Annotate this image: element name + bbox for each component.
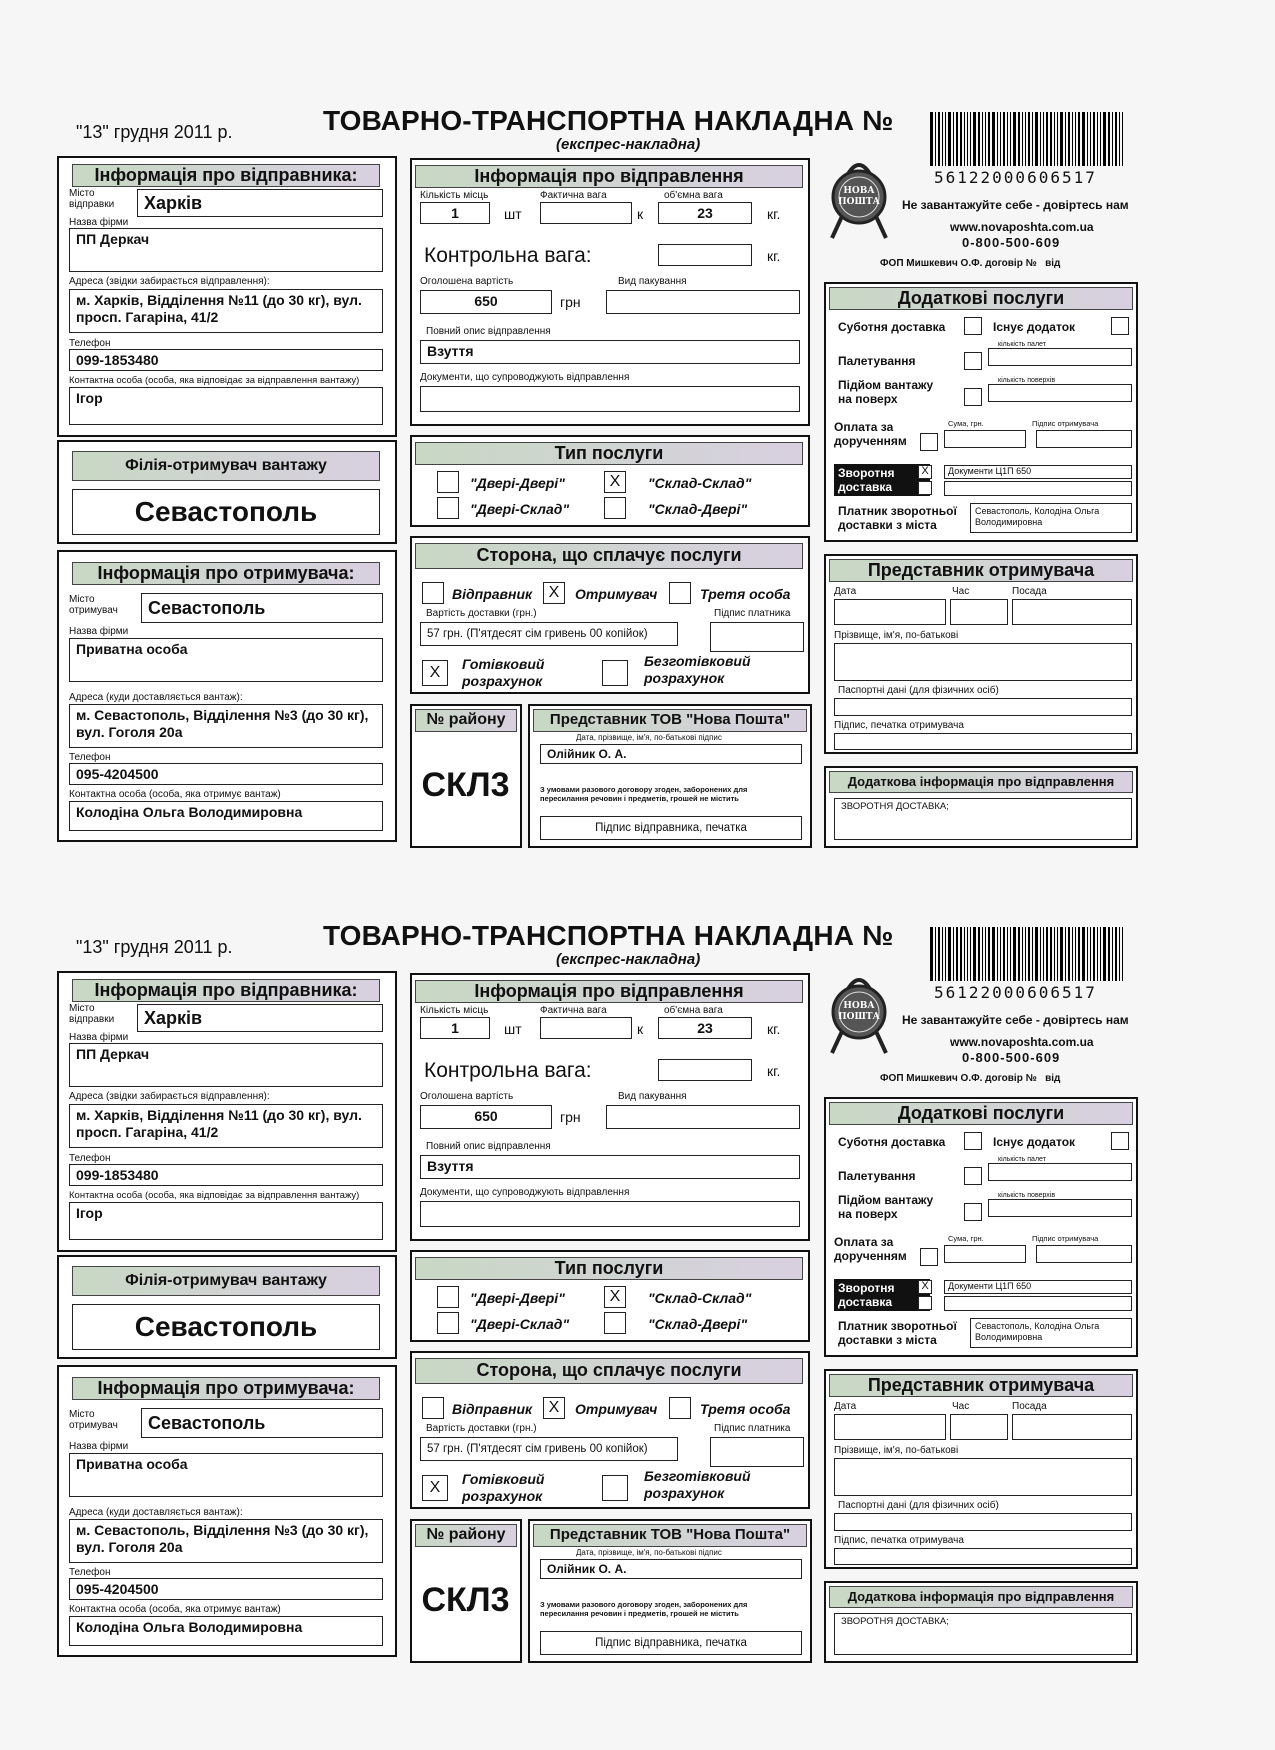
volume-prefix: к (637, 1021, 644, 1037)
waybill-subtitle: (експрес-накладна) (556, 136, 701, 153)
control-weight-field[interactable] (658, 244, 752, 266)
sender-address-label: Адреса (звідки забирається відправлення): (69, 1091, 270, 1102)
logo-text: НОВА ПОШТА (838, 186, 880, 207)
payer-signature-field[interactable] (710, 622, 804, 652)
door-warehouse-label: "Двері-Склад" (470, 501, 570, 517)
sender-address-label: Адреса (звідки забирається відправлення): (69, 276, 270, 287)
warehouse-door-checkbox[interactable] (604, 1312, 626, 1334)
branch-header: Філія-отримувач вантажу (72, 451, 380, 481)
recipient-address-label: Адреса (куди доставляється вантаж): (69, 1507, 243, 1518)
rep-fullname-field[interactable] (834, 1458, 1132, 1496)
service-type-panel (410, 435, 810, 527)
door-door-label: "Двері-Двері" (470, 475, 565, 491)
additional-info-header: Додаткова інформація про відправлення (829, 1586, 1133, 1608)
declared-value-field[interactable]: 650 (420, 290, 552, 314)
logo-text: НОВА ПОШТА (838, 1001, 880, 1022)
shipment-panel (410, 973, 810, 1241)
volume-weight-label: об'ємна вага (664, 190, 723, 201)
sender-contact-field[interactable]: Ігор (69, 387, 383, 425)
places-unit: шт (504, 206, 522, 222)
payer-third-checkbox[interactable] (669, 582, 691, 604)
warehouse-warehouse-checkbox[interactable]: X (604, 471, 626, 493)
actual-weight-label: Фактична вага (540, 190, 607, 201)
description-label: Повний опис відправлення (426, 1141, 551, 1152)
waybill-date: "13" грудня 2011 р. (76, 122, 233, 142)
representative-header: Представник ТОВ "Нова Пошта" (533, 1524, 807, 1547)
warehouse-warehouse-label: "Склад-Склад" (648, 475, 752, 491)
sender-city-field[interactable]: Харків (137, 189, 383, 217)
floor-lift-label: Підйом вантажу на поверх (838, 1193, 934, 1221)
recipient-company-field[interactable]: Приватна особа (69, 1453, 383, 1497)
recipient-phone-field[interactable]: 095-4204500 (69, 763, 383, 785)
floor-lift-checkbox[interactable] (964, 1203, 982, 1221)
shipment-panel (410, 158, 810, 426)
warehouse-warehouse-label: "Склад-Склад" (648, 1290, 752, 1306)
places-unit: шт (504, 1021, 522, 1037)
hotline-phone: 0-800-500-609 (962, 1050, 1061, 1065)
rep-position-label: Посада (1012, 586, 1047, 597)
recipient-panel (57, 550, 397, 842)
representative-name-field[interactable]: Олійник О. А. (540, 1559, 802, 1579)
recipient-contact-field[interactable]: Колодіна Ольга Володимировна (69, 1616, 383, 1646)
payer-recipient-checkbox[interactable]: X (543, 582, 565, 604)
nova-poshta-logo (824, 967, 894, 1055)
service-type-header: Тип послуги (415, 1257, 803, 1280)
cod-label: Оплата за дорученням (834, 420, 907, 448)
recipient-company-label: Назва фірми (69, 1441, 129, 1452)
payer-signature-label: Підпис платника (714, 608, 791, 619)
sender-panel (57, 971, 397, 1252)
shipment-header: Інформація про відправлення (415, 980, 803, 1003)
control-weight-label: Контрольна вага: (424, 1059, 592, 1082)
sender-company-field[interactable]: ПП Деркач (69, 1043, 383, 1087)
places-label: Кількість місць (420, 190, 489, 201)
pallets-qty-label: кількість палет (998, 1156, 1046, 1163)
recipient-rep-panel (824, 1369, 1138, 1569)
return-delivery-label: Зворотня доставка (834, 1279, 930, 1311)
rep-date-field[interactable] (834, 599, 946, 625)
delivery-cost-field[interactable]: 57 грн. (П'ятдесят сім гривень 00 копійок) (420, 622, 678, 646)
sender-address-field[interactable]: м. Харків, Відділення №11 (до 30 кг), вул. просп. Гагаріна, 41/2 (69, 289, 383, 333)
control-weight-label: Контрольна вага: (424, 244, 592, 267)
return-delivery-checkbox[interactable]: X (918, 465, 932, 479)
recipient-phone-label: Телефон (69, 752, 111, 763)
packaging-field[interactable] (606, 1105, 800, 1129)
recipient-city-label: Місто отримувач (69, 594, 118, 616)
payer-recipient-label: Отримувач (575, 586, 658, 602)
terms-text: З умовами разового договору згоден, заборонених для пересилання речовин і предметів, грошей не містить (540, 785, 748, 803)
rep-signature-label: Підпис, печатка отримувача (834, 1535, 964, 1546)
attachment-checkbox[interactable] (1111, 317, 1129, 335)
extra-services-header: Додаткові послуги (829, 287, 1133, 310)
rep-fullname-label: Прізвище, ім'я, по-батькові (834, 630, 959, 641)
recipient-contact-label: Контактна особа (особа, яка отримує вантаж) (69, 789, 281, 800)
volume-weight-field[interactable]: 23 (658, 1017, 752, 1039)
representative-name-field[interactable]: Олійник О. А. (540, 744, 802, 764)
payer-signature-field[interactable] (710, 1437, 804, 1467)
website: www.novaposhta.com.ua (950, 1035, 1094, 1049)
rep-time-field[interactable] (950, 1414, 1008, 1440)
rep-time-field[interactable] (950, 599, 1008, 625)
waybill-copy-bottom (0, 815, 1275, 1649)
barcode-number: 56122000606517 (934, 983, 1097, 1002)
additional-info-field[interactable]: ЗВОРОТНЯ ДОСТАВКА; (834, 1613, 1132, 1655)
cod-checkbox[interactable] (920, 433, 938, 451)
branch-panel (57, 440, 397, 544)
sum-label: Сума, грн. (948, 419, 984, 428)
rep-date-field[interactable] (834, 1414, 946, 1440)
pallets-label: Палетування (838, 354, 916, 368)
payer-recipient-checkbox[interactable]: X (543, 1397, 565, 1419)
documents-field[interactable] (420, 386, 800, 412)
sender-company-label: Назва фірми (69, 217, 129, 228)
rep-fullname-label: Прізвище, ім'я, по-батькові (834, 1445, 959, 1456)
rep-signature-field[interactable] (834, 1548, 1132, 1565)
recipient-contact-label: Контактна особа (особа, яка отримує вантаж) (69, 1604, 281, 1615)
payer-third-label: Третя особа (700, 586, 791, 602)
currency: грн (560, 1109, 581, 1125)
waybill-title: ТОВАРНО-ТРАНСПОРТНА НАКЛАДНА № (323, 105, 894, 136)
return-payer-field[interactable]: Севастополь, Колодіна Ольга Володимировна (970, 503, 1132, 533)
recipient-rep-header: Представник отримувача (829, 1374, 1133, 1397)
barcode (930, 112, 1130, 166)
actual-weight-field[interactable] (540, 1017, 632, 1039)
kg-unit: кг. (767, 206, 781, 222)
door-warehouse-checkbox[interactable] (437, 497, 459, 519)
payer-header: Сторона, що сплачує послуги (415, 1358, 803, 1384)
payer-sender-label: Відправник (452, 1401, 533, 1417)
rep-time-label: Час (952, 1401, 970, 1412)
return-doc-field[interactable]: Документи Ц1П 650 (944, 465, 1132, 479)
places-label: Кількість місць (420, 1005, 489, 1016)
cash-label: Готівковий розрахунок (462, 1471, 545, 1504)
rep-passport-label: Паспортні дані (для фізичних осіб) (838, 685, 999, 696)
contract-line: ФОП Мишкевич О.Ф. договір № від (880, 1073, 1061, 1084)
representative-header: Представник ТОВ "Нова Пошта" (533, 709, 807, 732)
sender-header: Інформація про відправника: (72, 164, 380, 187)
floors-qty-label: кількість поверхів (998, 377, 1056, 384)
branch-field[interactable]: Севастополь (72, 489, 380, 535)
cod-checkbox[interactable] (920, 1248, 938, 1266)
recipient-address-field[interactable]: м. Севастополь, Відділення №3 (до 30 кг), вул. Гоголя 20а (69, 1519, 383, 1563)
packaging-label: Вид пакування (618, 1091, 687, 1102)
volume-prefix: к (637, 206, 644, 222)
cashless-checkbox[interactable] (602, 1475, 628, 1501)
recipient-city-field[interactable]: Севастополь (141, 1408, 383, 1438)
representative-caption: Дата, прізвище, ім'я, по-батькові підпис (576, 733, 722, 742)
return-delivery-checkbox-2[interactable] (918, 481, 932, 495)
branch-field[interactable]: Севастополь (72, 1304, 380, 1350)
sender-phone-label: Телефон (69, 1153, 111, 1164)
sender-address-field[interactable]: м. Харків, Відділення №11 (до 30 кг), вул. просп. Гагаріна, 41/2 (69, 1104, 383, 1148)
cashless-label: Безготівковий розрахунок (644, 653, 751, 686)
sender-signature-field[interactable]: Підпис відправника, печатка (540, 1631, 802, 1655)
payer-third-checkbox[interactable] (669, 1397, 691, 1419)
recipient-contact-field[interactable]: Колодіна Ольга Володимировна (69, 801, 383, 831)
return-payer-field[interactable]: Севастополь, Колодіна Ольга Володимировна (970, 1318, 1132, 1348)
floors-qty-label: кількість поверхів (998, 1192, 1056, 1199)
rep-signature-label: Підпис, печатка отримувача (834, 720, 964, 731)
waybill-title: ТОВАРНО-ТРАНСПОРТНА НАКЛАДНА № (323, 920, 894, 951)
places-field[interactable]: 1 (420, 202, 490, 224)
cashless-label: Безготівковий розрахунок (644, 1468, 751, 1501)
actual-weight-label: Фактична вага (540, 1005, 607, 1016)
waybill-copy-top (0, 0, 1275, 834)
pallets-checkbox[interactable] (964, 352, 982, 370)
terms-text: З умовами разового договору згоден, заборонених для пересилання речовин і предметів, грошей не містить (540, 1600, 748, 1618)
return-delivery-checkbox-2[interactable] (918, 1296, 932, 1310)
pallets-qty-field[interactable] (988, 348, 1132, 366)
recipient-phone-label: Телефон (69, 1567, 111, 1578)
sender-city-label: Місто відправки (69, 188, 115, 210)
description-label: Повний опис відправлення (426, 326, 551, 337)
sender-contact-label: Контактна особа (особа, яка відповідає за відправлення вантажу) (69, 1190, 360, 1201)
sender-header: Інформація про відправника: (72, 979, 380, 1002)
rep-signature-field[interactable] (834, 733, 1132, 750)
attachment-label: Існує додаток (993, 320, 1076, 334)
warehouse-warehouse-checkbox[interactable]: X (604, 1286, 626, 1308)
warehouse-door-label: "Склад-Двері" (648, 501, 748, 517)
places-field[interactable]: 1 (420, 1017, 490, 1039)
description-field[interactable]: Взуття (420, 340, 800, 364)
kg-unit: кг. (767, 1021, 781, 1037)
recipient-rep-panel (824, 554, 1138, 754)
payer-header: Сторона, що сплачує послуги (415, 543, 803, 569)
sender-signature-field[interactable]: Підпис відправника, печатка (540, 816, 802, 840)
packaging-field[interactable] (606, 290, 800, 314)
sender-panel (57, 156, 397, 437)
rep-position-label: Посада (1012, 1401, 1047, 1412)
nova-poshta-logo (824, 152, 894, 240)
door-door-label: "Двері-Двері" (470, 1290, 565, 1306)
recipient-sign-label: Підпис отримувача (1032, 1234, 1099, 1243)
rep-passport-field[interactable] (834, 698, 1132, 716)
delivery-cost-label: Вартість доставки (грн.) (426, 608, 537, 619)
declared-value-field[interactable]: 650 (420, 1105, 552, 1129)
additional-info-panel (824, 1581, 1138, 1663)
return-payer-label: Платник зворотньої доставки з міста (838, 504, 957, 532)
recipient-phone-field[interactable]: 095-4204500 (69, 1578, 383, 1600)
recipient-company-field[interactable]: Приватна особа (69, 638, 383, 682)
district-value: СКЛ3 (421, 766, 510, 804)
saturday-label: Суботня доставка (838, 320, 946, 334)
pallets-checkbox[interactable] (964, 1167, 982, 1185)
recipient-address-label: Адреса (куди доставляється вантаж): (69, 692, 243, 703)
sender-phone-label: Телефон (69, 338, 111, 349)
warehouse-door-checkbox[interactable] (604, 497, 626, 519)
pallets-label: Палетування (838, 1169, 916, 1183)
representative-panel (528, 1519, 812, 1663)
cod-sum-field[interactable] (944, 430, 1026, 448)
volume-weight-field[interactable]: 23 (658, 202, 752, 224)
cash-label: Готівковий розрахунок (462, 656, 545, 689)
floor-lift-label: Підйом вантажу на поверх (838, 378, 934, 406)
payer-sender-checkbox[interactable] (422, 1397, 444, 1419)
return-delivery-checkbox[interactable]: X (918, 1280, 932, 1294)
waybill-subtitle: (експрес-накладна) (556, 951, 701, 968)
payer-sender-label: Відправник (452, 586, 533, 602)
kg-unit: кг. (767, 248, 781, 264)
floor-lift-checkbox[interactable] (964, 388, 982, 406)
recipient-rep-header: Представник отримувача (829, 559, 1133, 582)
cash-checkbox[interactable]: X (422, 660, 448, 686)
door-door-checkbox[interactable] (437, 471, 459, 493)
attachment-label: Існує додаток (993, 1135, 1076, 1149)
rep-position-field[interactable] (1012, 599, 1132, 625)
return-payer-label: Платник зворотньої доставки з міста (838, 1319, 957, 1347)
recipient-sign-label: Підпис отримувача (1032, 419, 1099, 428)
rep-date-label: Дата (834, 1401, 857, 1412)
attachment-checkbox[interactable] (1111, 1132, 1129, 1150)
return-doc-field[interactable]: Документи Ц1П 650 (944, 1280, 1132, 1294)
cash-checkbox[interactable]: X (422, 1475, 448, 1501)
cod-label: Оплата за дорученням (834, 1235, 907, 1263)
control-weight-field[interactable] (658, 1059, 752, 1081)
service-type-header: Тип послуги (415, 442, 803, 465)
pallets-qty-field[interactable] (988, 1163, 1132, 1181)
currency: грн (560, 294, 581, 310)
kg-unit: кг. (767, 1063, 781, 1079)
extra-services-panel (824, 282, 1138, 542)
recipient-panel (57, 1365, 397, 1657)
delivery-cost-label: Вартість доставки (грн.) (426, 1423, 537, 1434)
saturday-checkbox[interactable] (964, 317, 982, 335)
door-door-checkbox[interactable] (437, 1286, 459, 1308)
cod-sum-field[interactable] (944, 1245, 1026, 1263)
door-warehouse-label: "Двері-Склад" (470, 1316, 570, 1332)
payer-sender-checkbox[interactable] (422, 582, 444, 604)
sender-phone-field[interactable]: 099-1853480 (69, 349, 383, 371)
sender-phone-field[interactable]: 099-1853480 (69, 1164, 383, 1186)
actual-weight-field[interactable] (540, 202, 632, 224)
rep-position-field[interactable] (1012, 1414, 1132, 1440)
floors-qty-field[interactable] (988, 1199, 1132, 1217)
slogan: Не завантажуйте себе - довіртесь нам (902, 1013, 1129, 1027)
return-doc-field-2[interactable] (944, 1296, 1132, 1311)
sum-label: Сума, грн. (948, 1234, 984, 1243)
slogan: Не завантажуйте себе - довіртесь нам (902, 198, 1129, 212)
hotline-phone: 0-800-500-609 (962, 235, 1061, 250)
recipient-header: Інформація про отримувача: (72, 1377, 380, 1400)
recipient-city-field[interactable]: Севастополь (141, 593, 383, 623)
barcode (930, 927, 1130, 981)
district-panel (410, 1519, 522, 1663)
saturday-checkbox[interactable] (964, 1132, 982, 1150)
documents-label: Документи, що супроводжують відправлення (420, 372, 630, 383)
payer-third-label: Третя особа (700, 1401, 791, 1417)
sender-company-label: Назва фірми (69, 1032, 129, 1043)
representative-caption: Дата, прізвище, ім'я, по-батькові підпис (576, 1548, 722, 1557)
pallets-qty-label: кількість палет (998, 341, 1046, 348)
rep-passport-label: Паспортні дані (для фізичних осіб) (838, 1500, 999, 1511)
payer-panel (410, 1351, 810, 1509)
saturday-label: Суботня доставка (838, 1135, 946, 1149)
service-type-panel (410, 1250, 810, 1342)
return-delivery-label: Зворотня доставка (834, 464, 930, 496)
payer-panel (410, 536, 810, 694)
payer-signature-label: Підпис платника (714, 1423, 791, 1434)
rep-date-label: Дата (834, 586, 857, 597)
sender-company-field[interactable]: ПП Деркач (69, 228, 383, 272)
warehouse-door-label: "Склад-Двері" (648, 1316, 748, 1332)
recipient-company-label: Назва фірми (69, 626, 129, 637)
payer-recipient-label: Отримувач (575, 1401, 658, 1417)
sender-city-label: Місто відправки (69, 1003, 115, 1025)
rep-passport-field[interactable] (834, 1513, 1132, 1531)
barcode-number: 56122000606517 (934, 168, 1097, 187)
documents-label: Документи, що супроводжують відправлення (420, 1187, 630, 1198)
cod-signature-field[interactable] (1036, 1245, 1132, 1263)
additional-info-header: Додаткова інформація про відправлення (829, 771, 1133, 793)
cod-signature-field[interactable] (1036, 430, 1132, 448)
declared-value-label: Оголошена вартість (420, 276, 514, 287)
additional-info-field[interactable]: ЗВОРОТНЯ ДОСТАВКА; (834, 798, 1132, 840)
district-value: СКЛ3 (421, 1581, 510, 1619)
packaging-label: Вид пакування (618, 276, 687, 287)
sender-contact-field[interactable]: Ігор (69, 1202, 383, 1240)
documents-field[interactable] (420, 1201, 800, 1227)
description-field[interactable]: Взуття (420, 1155, 800, 1179)
delivery-cost-field[interactable]: 57 грн. (П'ятдесят сім гривень 00 копійок) (420, 1437, 678, 1461)
shipment-header: Інформація про відправлення (415, 165, 803, 188)
extra-services-header: Додаткові послуги (829, 1102, 1133, 1125)
return-doc-field-2[interactable] (944, 481, 1132, 496)
district-header: № району (415, 1524, 517, 1547)
rep-time-label: Час (952, 586, 970, 597)
floors-qty-field[interactable] (988, 384, 1132, 402)
declared-value-label: Оголошена вартість (420, 1091, 514, 1102)
waybill-date: "13" грудня 2011 р. (76, 937, 233, 957)
sender-city-field[interactable]: Харків (137, 1004, 383, 1032)
cashless-checkbox[interactable] (602, 660, 628, 686)
district-header: № району (415, 709, 517, 732)
extra-services-panel (824, 1097, 1138, 1357)
branch-panel (57, 1255, 397, 1359)
branch-header: Філія-отримувач вантажу (72, 1266, 380, 1296)
contract-line: ФОП Мишкевич О.Ф. договір № від (880, 258, 1061, 269)
recipient-city-label: Місто отримувач (69, 1409, 118, 1431)
recipient-address-field[interactable]: м. Севастополь, Відділення №3 (до 30 кг), вул. Гоголя 20а (69, 704, 383, 748)
volume-weight-label: об'ємна вага (664, 1005, 723, 1016)
door-warehouse-checkbox[interactable] (437, 1312, 459, 1334)
sender-contact-label: Контактна особа (особа, яка відповідає за відправлення вантажу) (69, 375, 360, 386)
website: www.novaposhta.com.ua (950, 220, 1094, 234)
rep-fullname-field[interactable] (834, 643, 1132, 681)
recipient-header: Інформація про отримувача: (72, 562, 380, 585)
